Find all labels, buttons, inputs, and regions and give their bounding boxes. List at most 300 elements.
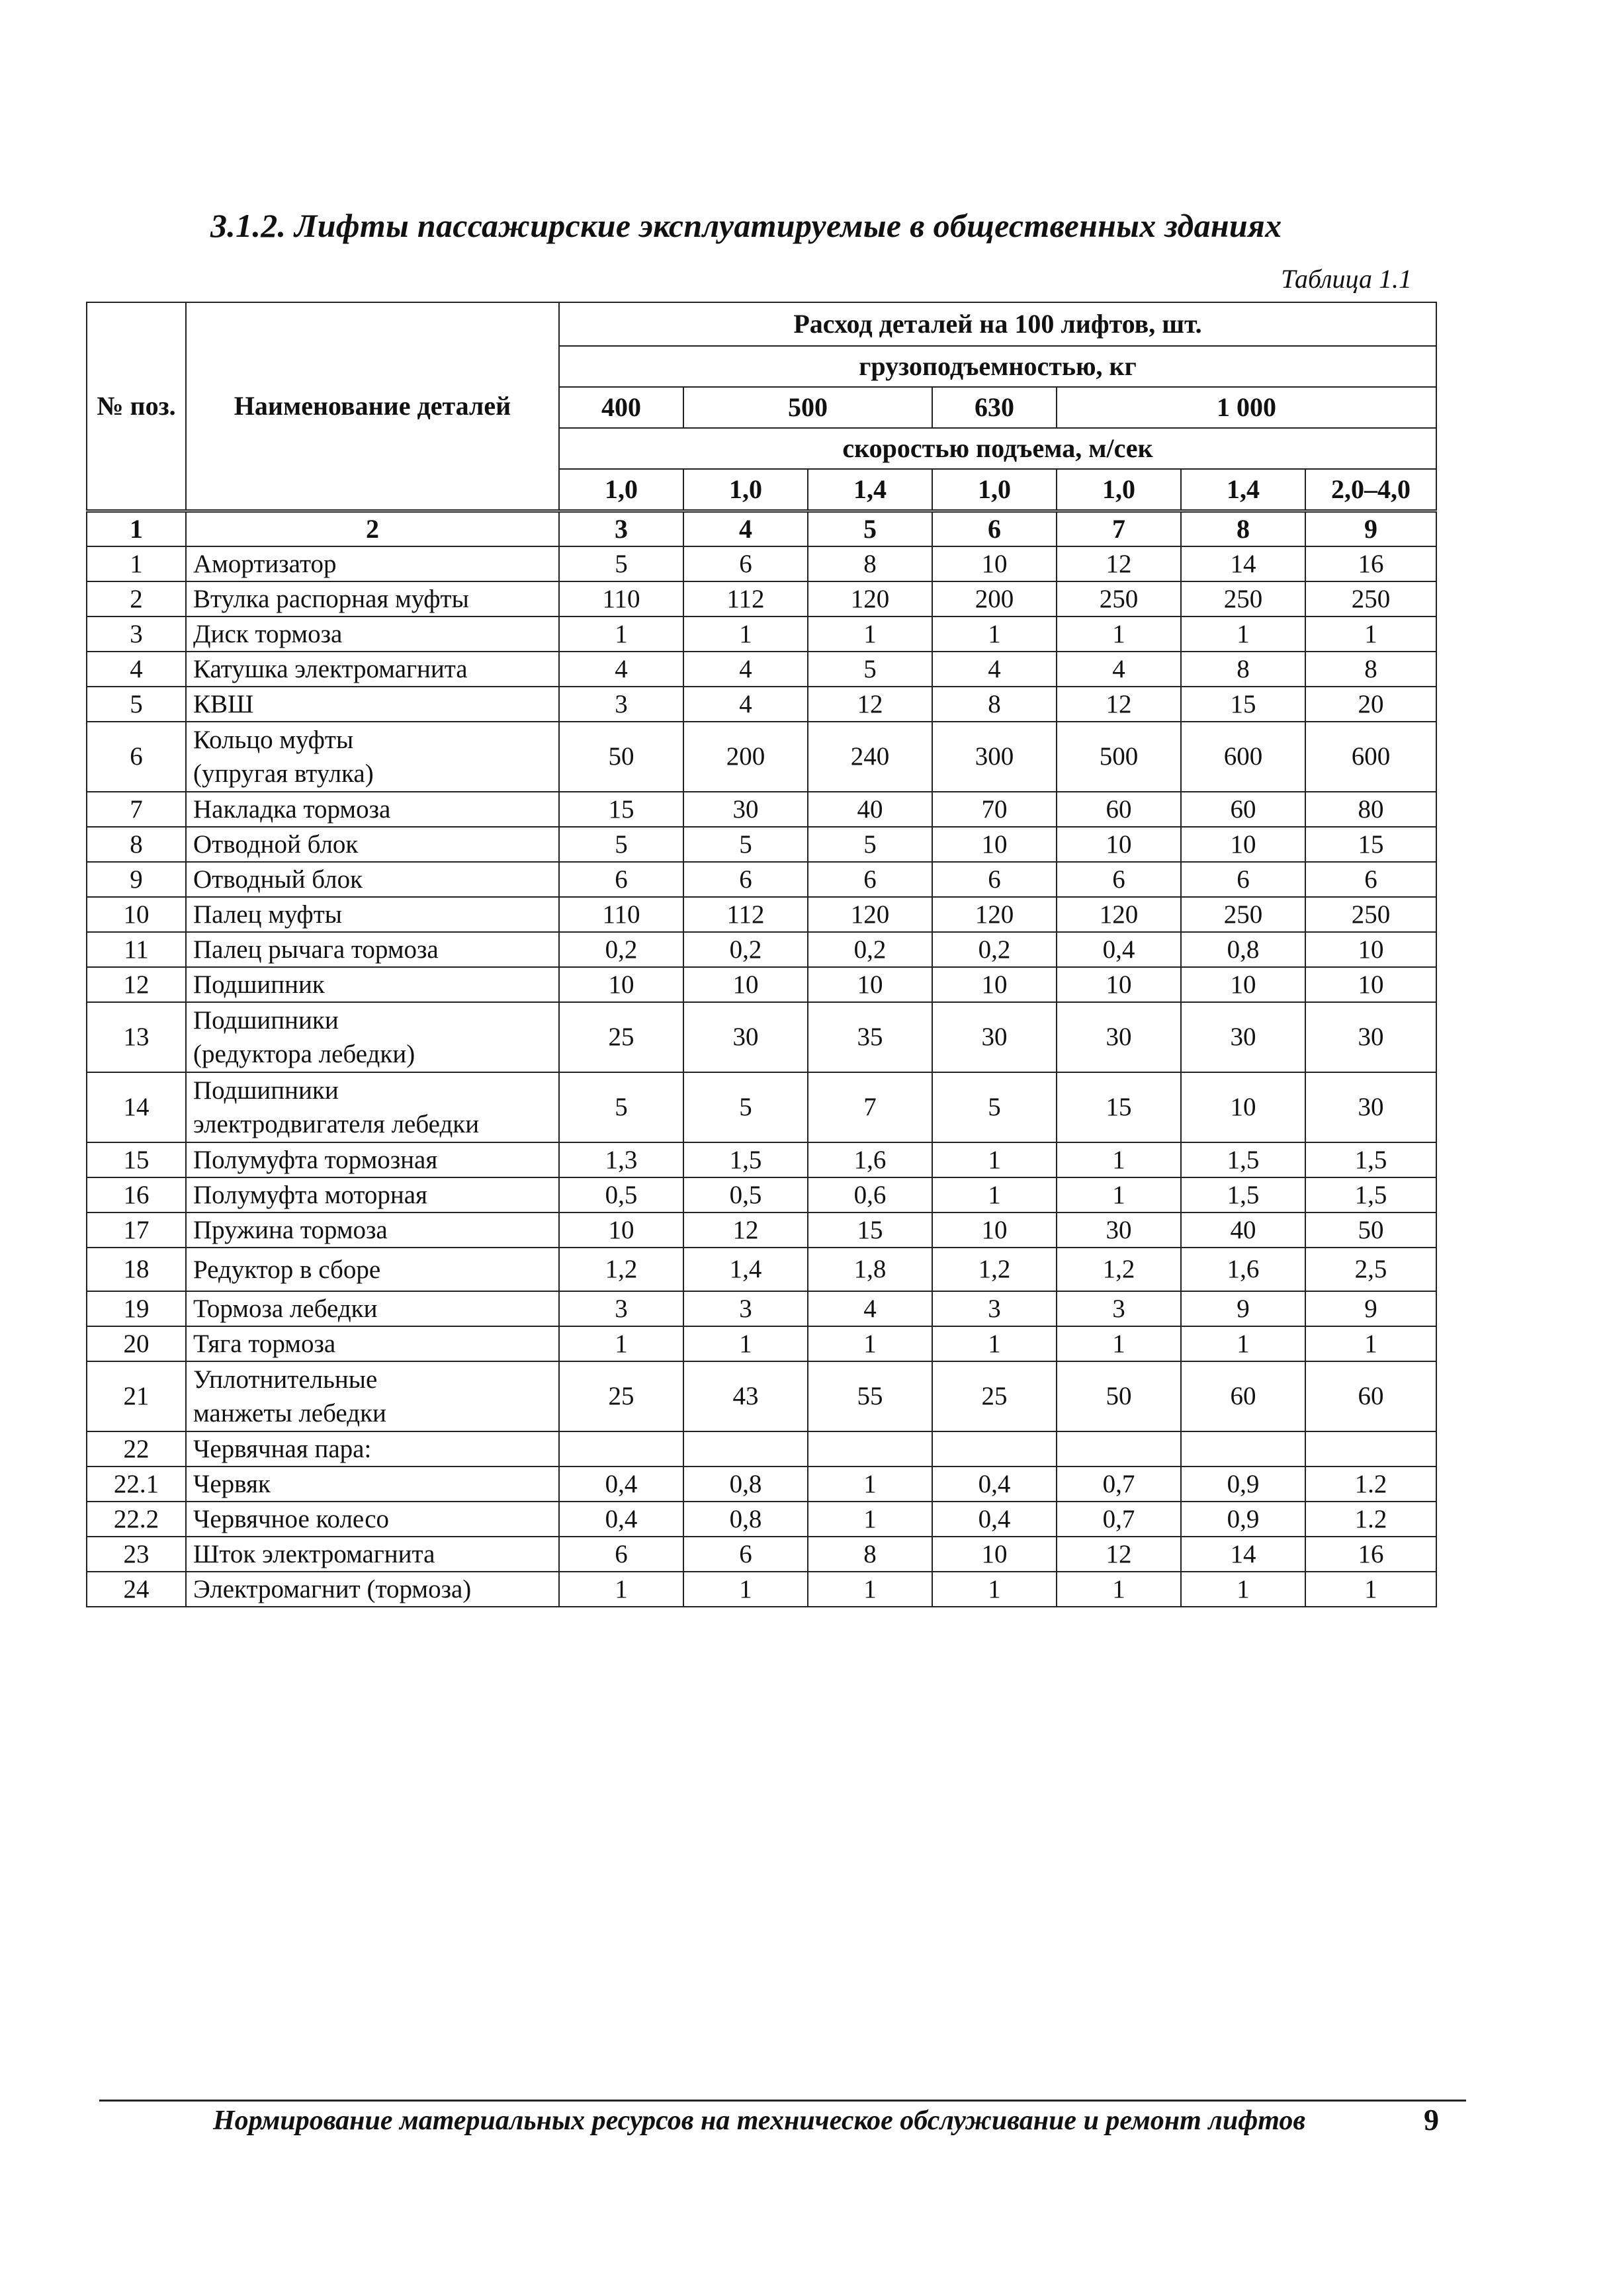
cell-pos: 19 bbox=[87, 1291, 186, 1326]
cell-pos: 22.1 bbox=[87, 1467, 186, 1502]
cell-value: 10 bbox=[932, 1537, 1057, 1572]
cell-name bbox=[186, 687, 559, 722]
cell-name-line: Амортизатор bbox=[193, 550, 337, 578]
cell-value bbox=[932, 1431, 1057, 1467]
cell-value: 0,5 bbox=[683, 1177, 808, 1212]
cell-value: 5 bbox=[559, 827, 683, 862]
cell-value: 10 bbox=[932, 967, 1057, 1002]
cell-pos: 8 bbox=[87, 827, 186, 862]
cell-value: 6 bbox=[559, 1537, 683, 1572]
cell-value: 15 bbox=[808, 1212, 932, 1248]
cell-name-line: Червячная пара: bbox=[193, 1435, 372, 1463]
cell-pos: 20 bbox=[87, 1326, 186, 1361]
cell-name bbox=[186, 617, 559, 652]
table-row bbox=[87, 967, 1436, 1002]
cell-value: 16 bbox=[1305, 546, 1436, 581]
cell-value: 250 bbox=[1305, 581, 1436, 617]
cell-value: 15 bbox=[1057, 1072, 1181, 1142]
cell-value: 112 bbox=[683, 581, 808, 617]
cell-name bbox=[186, 897, 559, 932]
cell-name-line: Втулка распорная муфты bbox=[193, 585, 469, 613]
cell-name-line: КВШ bbox=[193, 690, 254, 718]
header-speed-value: 2,0–4,0 bbox=[1305, 469, 1436, 511]
cell-name-line: Отводный блок bbox=[193, 865, 363, 894]
cell-value: 1 bbox=[1181, 617, 1305, 652]
cell-pos: 22 bbox=[87, 1431, 186, 1467]
cell-value: 8 bbox=[1181, 652, 1305, 687]
cell-value: 10 bbox=[932, 546, 1057, 581]
cell-value: 10 bbox=[1305, 967, 1436, 1002]
cell-name bbox=[186, 546, 559, 581]
cell-value: 60 bbox=[1181, 1361, 1305, 1431]
cell-value: 1 bbox=[932, 617, 1057, 652]
cell-name bbox=[186, 792, 559, 827]
cell-value: 1 bbox=[683, 1326, 808, 1361]
cell-name bbox=[186, 862, 559, 897]
header-load: 630 bbox=[932, 387, 1057, 428]
cell-value: 0,8 bbox=[683, 1502, 808, 1537]
cell-value: 1,5 bbox=[1181, 1177, 1305, 1212]
header-speed-value: 1,4 bbox=[1181, 469, 1305, 511]
cell-value: 3 bbox=[683, 1291, 808, 1326]
cell-value: 4 bbox=[808, 1291, 932, 1326]
column-index: 9 bbox=[1305, 511, 1436, 547]
cell-value: 10 bbox=[559, 967, 683, 1002]
cell-value: 120 bbox=[932, 897, 1057, 932]
cell-value bbox=[1057, 1431, 1181, 1467]
cell-pos: 4 bbox=[87, 652, 186, 687]
cell-value: 30 bbox=[1305, 1072, 1436, 1142]
table-row bbox=[87, 652, 1436, 687]
cell-value: 1 bbox=[1057, 1177, 1181, 1212]
cell-value: 1 bbox=[1181, 1572, 1305, 1607]
cell-name bbox=[186, 1291, 559, 1326]
cell-value: 1 bbox=[1305, 1326, 1436, 1361]
cell-value: 1,4 bbox=[683, 1248, 808, 1291]
header-speed-value: 1,0 bbox=[932, 469, 1057, 511]
cell-value: 6 bbox=[683, 1537, 808, 1572]
table-row bbox=[87, 687, 1436, 722]
cell-value: 6 bbox=[683, 546, 808, 581]
cell-name bbox=[186, 1212, 559, 1248]
column-index: 5 bbox=[808, 511, 932, 547]
cell-pos: 23 bbox=[87, 1537, 186, 1572]
cell-value: 12 bbox=[1057, 1537, 1181, 1572]
cell-value: 1 bbox=[932, 1326, 1057, 1361]
parts-consumption-table bbox=[86, 302, 1437, 1607]
cell-value: 8 bbox=[808, 546, 932, 581]
cell-pos: 12 bbox=[87, 967, 186, 1002]
table-row bbox=[87, 722, 1436, 792]
cell-name bbox=[186, 1177, 559, 1212]
cell-pos: 7 bbox=[87, 792, 186, 827]
cell-value: 10 bbox=[1305, 932, 1436, 967]
cell-value: 9 bbox=[1305, 1291, 1436, 1326]
cell-value: 250 bbox=[1181, 581, 1305, 617]
cell-value: 1 bbox=[1057, 1572, 1181, 1607]
header-speed: скоростью подъема, м/сек bbox=[559, 428, 1436, 469]
cell-value: 20 bbox=[1305, 687, 1436, 722]
cell-value: 1 bbox=[808, 1326, 932, 1361]
cell-pos: 24 bbox=[87, 1572, 186, 1607]
cell-value: 4 bbox=[559, 652, 683, 687]
cell-value: 6 bbox=[1305, 862, 1436, 897]
footer-rule bbox=[99, 2100, 1466, 2102]
cell-name-line: манжеты лебедки bbox=[193, 1399, 386, 1427]
table-row bbox=[87, 1072, 1436, 1142]
cell-value: 15 bbox=[1305, 827, 1436, 862]
header-speed-value: 1,0 bbox=[559, 469, 683, 511]
cell-value: 50 bbox=[1305, 1212, 1436, 1248]
cell-name-line: Тормоза лебедки bbox=[193, 1295, 378, 1323]
cell-name-line: Тяга тормоза bbox=[193, 1330, 336, 1358]
cell-value: 1,2 bbox=[932, 1248, 1057, 1291]
cell-value: 1 bbox=[1181, 1326, 1305, 1361]
cell-value: 1 bbox=[808, 617, 932, 652]
cell-pos: 13 bbox=[87, 1002, 186, 1072]
cell-value: 8 bbox=[932, 687, 1057, 722]
cell-value: 3 bbox=[932, 1291, 1057, 1326]
cell-value: 15 bbox=[559, 792, 683, 827]
cell-value: 1 bbox=[683, 1572, 808, 1607]
cell-pos: 15 bbox=[87, 1142, 186, 1177]
cell-value: 10 bbox=[808, 967, 932, 1002]
cell-value: 0,8 bbox=[1181, 932, 1305, 967]
table-row bbox=[87, 1248, 1436, 1291]
cell-value: 1 bbox=[808, 1502, 932, 1537]
cell-value: 8 bbox=[808, 1537, 932, 1572]
column-index: 4 bbox=[683, 511, 808, 547]
column-index: 6 bbox=[932, 511, 1057, 547]
cell-name-line: Кольцо муфты bbox=[193, 726, 354, 754]
table-row bbox=[87, 1142, 1436, 1177]
cell-value: 1,6 bbox=[808, 1142, 932, 1177]
cell-value: 43 bbox=[683, 1361, 808, 1431]
cell-value: 40 bbox=[1181, 1212, 1305, 1248]
cell-value: 1 bbox=[1057, 617, 1181, 652]
cell-value: 4 bbox=[683, 652, 808, 687]
table-row bbox=[87, 1361, 1436, 1431]
table-row bbox=[87, 1572, 1436, 1607]
cell-value: 16 bbox=[1305, 1537, 1436, 1572]
cell-name bbox=[186, 1072, 559, 1142]
cell-name-line: Подшипники bbox=[193, 1076, 339, 1105]
cell-name-line: Электромагнит (тормоза) bbox=[193, 1575, 472, 1603]
cell-value: 55 bbox=[808, 1361, 932, 1431]
cell-value: 1.2 bbox=[1305, 1467, 1436, 1502]
table-label: Таблица 1.1 bbox=[1281, 264, 1412, 294]
table-row bbox=[87, 827, 1436, 862]
cell-value: 500 bbox=[1057, 722, 1181, 792]
cell-name bbox=[186, 1467, 559, 1502]
cell-pos: 17 bbox=[87, 1212, 186, 1248]
cell-value: 1,6 bbox=[1181, 1248, 1305, 1291]
cell-value: 10 bbox=[932, 827, 1057, 862]
header-load: 500 bbox=[683, 387, 932, 428]
cell-value: 5 bbox=[683, 827, 808, 862]
cell-pos: 2 bbox=[87, 581, 186, 617]
cell-name bbox=[186, 1502, 559, 1537]
cell-value: 15 bbox=[1181, 687, 1305, 722]
cell-value: 0,7 bbox=[1057, 1502, 1181, 1537]
cell-name bbox=[186, 652, 559, 687]
cell-value: 1 bbox=[1057, 1326, 1181, 1361]
table-row bbox=[87, 1326, 1436, 1361]
cell-name-line: Подшипник bbox=[193, 970, 325, 999]
cell-value: 600 bbox=[1305, 722, 1436, 792]
cell-value: 1 bbox=[559, 1326, 683, 1361]
cell-value: 0,4 bbox=[559, 1502, 683, 1537]
cell-value: 1 bbox=[559, 1572, 683, 1607]
cell-value: 1 bbox=[1305, 1572, 1436, 1607]
cell-value: 240 bbox=[808, 722, 932, 792]
cell-value: 1 bbox=[683, 617, 808, 652]
cell-value: 14 bbox=[1181, 546, 1305, 581]
cell-pos: 3 bbox=[87, 617, 186, 652]
cell-name bbox=[186, 581, 559, 617]
table-row bbox=[87, 1002, 1436, 1072]
cell-name-line: Полумуфта тормозная bbox=[193, 1146, 438, 1174]
cell-name bbox=[186, 1361, 559, 1431]
cell-value: 120 bbox=[808, 897, 932, 932]
cell-value: 50 bbox=[1057, 1361, 1181, 1431]
column-index: 8 bbox=[1181, 511, 1305, 547]
cell-value: 600 bbox=[1181, 722, 1305, 792]
cell-value: 1,2 bbox=[1057, 1248, 1181, 1291]
table-row bbox=[87, 617, 1436, 652]
cell-pos: 5 bbox=[87, 687, 186, 722]
cell-name-line: Палец муфты bbox=[193, 900, 342, 929]
table-body bbox=[87, 546, 1436, 1607]
cell-value: 0,4 bbox=[932, 1502, 1057, 1537]
column-index: 3 bbox=[559, 511, 683, 547]
cell-name bbox=[186, 1326, 559, 1361]
cell-value: 0,4 bbox=[932, 1467, 1057, 1502]
cell-value: 1 bbox=[932, 1572, 1057, 1607]
column-index: 1 bbox=[87, 511, 186, 547]
cell-value: 25 bbox=[559, 1002, 683, 1072]
cell-value: 120 bbox=[1057, 897, 1181, 932]
cell-value: 1,5 bbox=[1305, 1177, 1436, 1212]
cell-name-line: Шток электромагнита bbox=[193, 1540, 435, 1568]
cell-value: 1 bbox=[1057, 1142, 1181, 1177]
cell-value: 0,2 bbox=[559, 932, 683, 967]
cell-value: 5 bbox=[683, 1072, 808, 1142]
cell-value: 1,3 bbox=[559, 1142, 683, 1177]
cell-value: 0,5 bbox=[559, 1177, 683, 1212]
table-row bbox=[87, 862, 1436, 897]
cell-value: 3 bbox=[559, 687, 683, 722]
table-row bbox=[87, 1502, 1436, 1537]
cell-value: 1 bbox=[808, 1467, 932, 1502]
cell-value: 10 bbox=[1057, 827, 1181, 862]
cell-value: 112 bbox=[683, 897, 808, 932]
cell-value: 40 bbox=[808, 792, 932, 827]
cell-pos: 9 bbox=[87, 862, 186, 897]
cell-value: 0,9 bbox=[1181, 1467, 1305, 1502]
cell-value: 6 bbox=[808, 862, 932, 897]
cell-value: 10 bbox=[683, 967, 808, 1002]
cell-name-line: Накладка тормоза bbox=[193, 795, 391, 824]
cell-value: 1,8 bbox=[808, 1248, 932, 1291]
cell-value bbox=[559, 1431, 683, 1467]
cell-value: 60 bbox=[1181, 792, 1305, 827]
cell-value: 110 bbox=[559, 897, 683, 932]
cell-value: 0,7 bbox=[1057, 1467, 1181, 1502]
cell-pos: 11 bbox=[87, 932, 186, 967]
cell-pos: 14 bbox=[87, 1072, 186, 1142]
cell-pos: 21 bbox=[87, 1361, 186, 1431]
cell-value: 1 bbox=[808, 1572, 932, 1607]
cell-value: 60 bbox=[1305, 1361, 1436, 1431]
cell-value: 50 bbox=[559, 722, 683, 792]
header-capacity: грузоподъемностью, кг bbox=[559, 346, 1436, 387]
cell-value: 10 bbox=[1181, 967, 1305, 1002]
cell-value: 12 bbox=[683, 1212, 808, 1248]
cell-pos: 16 bbox=[87, 1177, 186, 1212]
cell-name bbox=[186, 827, 559, 862]
cell-value: 1 bbox=[932, 1177, 1057, 1212]
cell-value: 12 bbox=[1057, 546, 1181, 581]
header-speed-value: 1,0 bbox=[1057, 469, 1181, 511]
header-load: 1 000 bbox=[1057, 387, 1436, 428]
cell-value: 0,2 bbox=[808, 932, 932, 967]
header-pos: № поз. bbox=[87, 302, 186, 511]
cell-name-line: Пружина тормоза bbox=[193, 1216, 388, 1244]
cell-value: 200 bbox=[932, 581, 1057, 617]
cell-name-line: (упругая втулка) bbox=[193, 759, 374, 788]
cell-value: 1,5 bbox=[1181, 1142, 1305, 1177]
cell-value: 250 bbox=[1057, 581, 1181, 617]
cell-value: 0,4 bbox=[559, 1467, 683, 1502]
section-heading: 3.1.2. Лифты пассажирские эксплуатируемые в общественных зданиях bbox=[210, 207, 1282, 244]
cell-value: 5 bbox=[559, 546, 683, 581]
header-speed-value: 1,0 bbox=[683, 469, 808, 511]
cell-value: 5 bbox=[932, 1072, 1057, 1142]
cell-name-line: Полумуфта моторная bbox=[193, 1181, 427, 1209]
table-row bbox=[87, 1537, 1436, 1572]
cell-value: 30 bbox=[1057, 1212, 1181, 1248]
cell-value: 1,5 bbox=[683, 1142, 808, 1177]
cell-value: 60 bbox=[1057, 792, 1181, 827]
cell-value: 5 bbox=[559, 1072, 683, 1142]
cell-name bbox=[186, 1537, 559, 1572]
cell-value bbox=[1305, 1431, 1436, 1467]
cell-name bbox=[186, 1572, 559, 1607]
cell-value: 300 bbox=[932, 722, 1057, 792]
table-row bbox=[87, 1291, 1436, 1326]
cell-value: 10 bbox=[1181, 1072, 1305, 1142]
table-row bbox=[87, 1212, 1436, 1248]
cell-value: 3 bbox=[1057, 1291, 1181, 1326]
cell-value: 5 bbox=[808, 652, 932, 687]
cell-value: 0,2 bbox=[932, 932, 1057, 967]
cell-value: 6 bbox=[683, 862, 808, 897]
cell-value: 250 bbox=[1305, 897, 1436, 932]
cell-value: 0,4 bbox=[1057, 932, 1181, 967]
header-name: Наименование деталей bbox=[186, 302, 559, 511]
column-index: 7 bbox=[1057, 511, 1181, 547]
cell-value: 6 bbox=[1057, 862, 1181, 897]
table-row bbox=[87, 1177, 1436, 1212]
cell-value: 6 bbox=[1181, 862, 1305, 897]
cell-name-line: Уплотнительные bbox=[193, 1365, 378, 1394]
table-row bbox=[87, 932, 1436, 967]
cell-value: 30 bbox=[1181, 1002, 1305, 1072]
cell-value: 8 bbox=[1305, 652, 1436, 687]
cell-name-line: Палец рычага тормоза bbox=[193, 935, 439, 964]
cell-value: 30 bbox=[683, 1002, 808, 1072]
cell-pos: 1 bbox=[87, 546, 186, 581]
cell-value: 14 bbox=[1181, 1537, 1305, 1572]
cell-value bbox=[808, 1431, 932, 1467]
cell-name-line: Червяк bbox=[193, 1470, 271, 1498]
cell-pos: 10 bbox=[87, 897, 186, 932]
page-number: 9 bbox=[1424, 2103, 1439, 2137]
cell-value: 30 bbox=[932, 1002, 1057, 1072]
cell-value: 10 bbox=[932, 1212, 1057, 1248]
cell-value: 4 bbox=[1057, 652, 1181, 687]
cell-name-line: (редуктора лебедки) bbox=[193, 1040, 415, 1068]
cell-value: 0,2 bbox=[683, 932, 808, 967]
cell-value: 0,8 bbox=[683, 1467, 808, 1502]
cell-name bbox=[186, 967, 559, 1002]
table-row bbox=[87, 1467, 1436, 1502]
cell-value: 3 bbox=[559, 1291, 683, 1326]
cell-value: 6 bbox=[559, 862, 683, 897]
cell-pos: 6 bbox=[87, 722, 186, 792]
table-row bbox=[87, 1431, 1436, 1467]
cell-name bbox=[186, 1248, 559, 1291]
cell-value: 110 bbox=[559, 581, 683, 617]
header-load: 400 bbox=[559, 387, 683, 428]
cell-value: 7 bbox=[808, 1072, 932, 1142]
cell-pos: 22.2 bbox=[87, 1502, 186, 1537]
cell-value bbox=[683, 1431, 808, 1467]
cell-name-line: Редуктор в сборе bbox=[193, 1255, 381, 1284]
cell-value: 35 bbox=[808, 1002, 932, 1072]
cell-value: 250 bbox=[1181, 897, 1305, 932]
cell-name-line: электродвигателя лебедки bbox=[193, 1110, 480, 1138]
table-row bbox=[87, 792, 1436, 827]
cell-value: 80 bbox=[1305, 792, 1436, 827]
cell-value: 30 bbox=[1057, 1002, 1181, 1072]
cell-value: 30 bbox=[1305, 1002, 1436, 1072]
cell-name-line: Червячное колесо bbox=[193, 1505, 390, 1533]
cell-value: 1,5 bbox=[1305, 1142, 1436, 1177]
header-speed-value: 1,4 bbox=[808, 469, 932, 511]
column-index: 2 bbox=[186, 511, 559, 547]
header-consumption: Расход деталей на 100 лифтов, шт. bbox=[559, 302, 1436, 346]
cell-name-line: Диск тормоза bbox=[193, 620, 343, 648]
cell-value: 25 bbox=[559, 1361, 683, 1431]
cell-name bbox=[186, 932, 559, 967]
cell-value: 1 bbox=[1305, 617, 1436, 652]
cell-value: 12 bbox=[1057, 687, 1181, 722]
cell-value: 0,6 bbox=[808, 1177, 932, 1212]
cell-value: 6 bbox=[932, 862, 1057, 897]
cell-name bbox=[186, 1431, 559, 1467]
cell-value: 9 bbox=[1181, 1291, 1305, 1326]
cell-value: 10 bbox=[1181, 827, 1305, 862]
cell-value: 2,5 bbox=[1305, 1248, 1436, 1291]
table-row bbox=[87, 581, 1436, 617]
cell-value: 4 bbox=[683, 687, 808, 722]
cell-name bbox=[186, 1142, 559, 1177]
cell-value: 4 bbox=[932, 652, 1057, 687]
cell-value: 5 bbox=[808, 827, 932, 862]
cell-value: 200 bbox=[683, 722, 808, 792]
